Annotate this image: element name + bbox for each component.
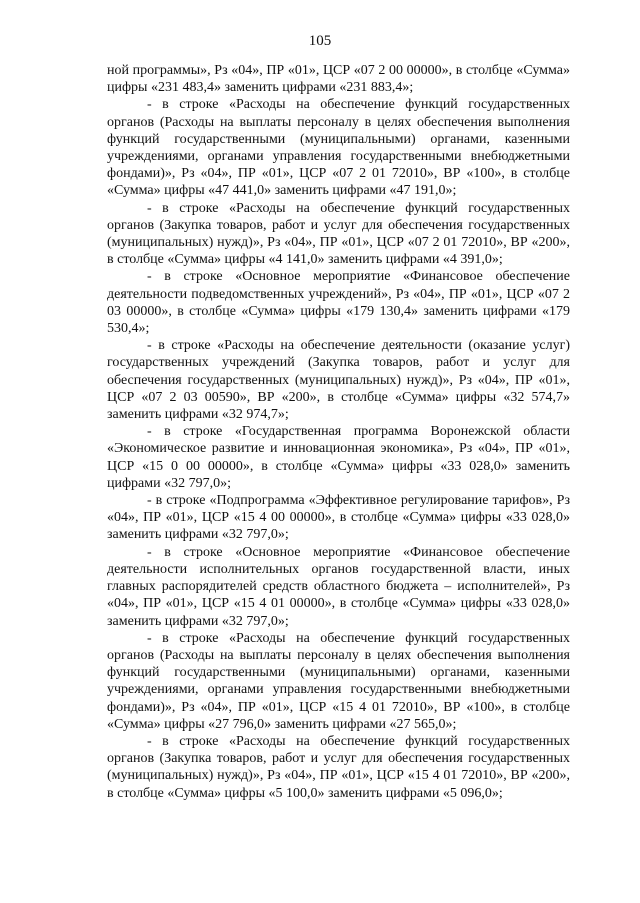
paragraph: - в строке «Государственная программа Воронежской области «Экономическое развитие и инновационная экономика», Рз «04», ПР «01», ЦСР «15 0 00 00000», в столбце «Сумма» цифры «33 028,0» заменить цифрами «32 797,0»; <box>107 424 570 491</box>
paragraph: - в строке «Расходы на обеспечение функций государственных органов (Закупка товаров, работ и услуг для обеспечения государственных (муниципальных) нужд)», Рз «04», ПР «01», ЦСР «15 4 01 72010», ВР «200», в столбце «Сумма» цифры «5 100,0» заменить цифрами «5 096,0»; <box>107 733 570 801</box>
paragraph: - в строке «Подпрограмма «Эффективное регулирование тарифов», Рз «04», ПР «01», ЦСР «15 4 00 00000», в столбце «Сумма» цифры «33 028,0» заменить цифрами «32 797,0»; <box>107 493 570 543</box>
page-number: 105 <box>308 33 332 49</box>
paragraph: - в строке «Основное мероприятие «Финансовое обеспечение деятельности подведомственных учреждений», Рз «04», ПР «01», ЦСР «07 2 03 00000», в столбце «Сумма» цифры «179 130,4» заменить цифрами «179 530,4»; <box>107 269 570 337</box>
paragraph: - в строке «Основное мероприятие «Финансовое обеспечение деятельности исполнительных органов государственной власти, иных главных распорядителей средств областного бюджета – исполнителей», Рз «04», ПР «01», ЦСР «15 4 01 00000», в столбце «Сумма» цифры «33 028,0» заменить цифрами «32 797,0»; <box>107 544 570 629</box>
paragraph: - в строке «Расходы на обеспечение функций государственных органов (Расходы на выплаты персоналу в целях обеспечения выполнения функций государственными (муниципальными) органами, казенными учреждениями, органами управления государственными внебюджетными фондами)», Рз «04», ПР «01», ЦСР «15 4 01 72010», ВР «100», в столбце «Сумма» цифры «27 796,0» заменить цифрами «27 565,0»; <box>107 630 570 732</box>
paragraph: - в строке «Расходы на обеспечение функций государственных органов (Расходы на выплаты персоналу в целях обеспечения выполнения функций государственными (муниципальными) органами, казенными учреждениями, органами управления государственными внебюджетными фондами)», Рз «04», ПР «01», ЦСР «07 2 01 72010», ВР «100», в столбце «Сумма» цифры «47 441,0» заменить цифрами «47 191,0»; <box>107 97 570 199</box>
document-body <box>107 62 570 802</box>
paragraph: - в строке «Расходы на обеспечение функций государственных органов (Закупка товаров, работ и услуг для обеспечения государственных (муниципальных) нужд)», Рз «04», ПР «01», ЦСР «07 2 01 72010», ВР «200», в столбце «Сумма» цифры «4 141,0» заменить цифрами «4 391,0»; <box>107 200 570 268</box>
paragraph: - в строке «Расходы на обеспечение деятельности (оказание услуг) государственных учреждений (Закупка товаров, работ и услуг для обеспечения государственных (муниципальных) нужд)», Рз «04», ПР «01», ЦСР «07 2 03 00590», ВР «200», в столбце «Сумма» цифры «32 574,7» заменить цифрами «32 974,7»; <box>107 338 570 423</box>
paragraph-continuation: ной программы», Рз «04», ПР «01», ЦСР «07 2 00 00000», в столбце «Сумма» цифры «231 483,4» заменить цифрами «231 883,4»; <box>107 63 570 96</box>
